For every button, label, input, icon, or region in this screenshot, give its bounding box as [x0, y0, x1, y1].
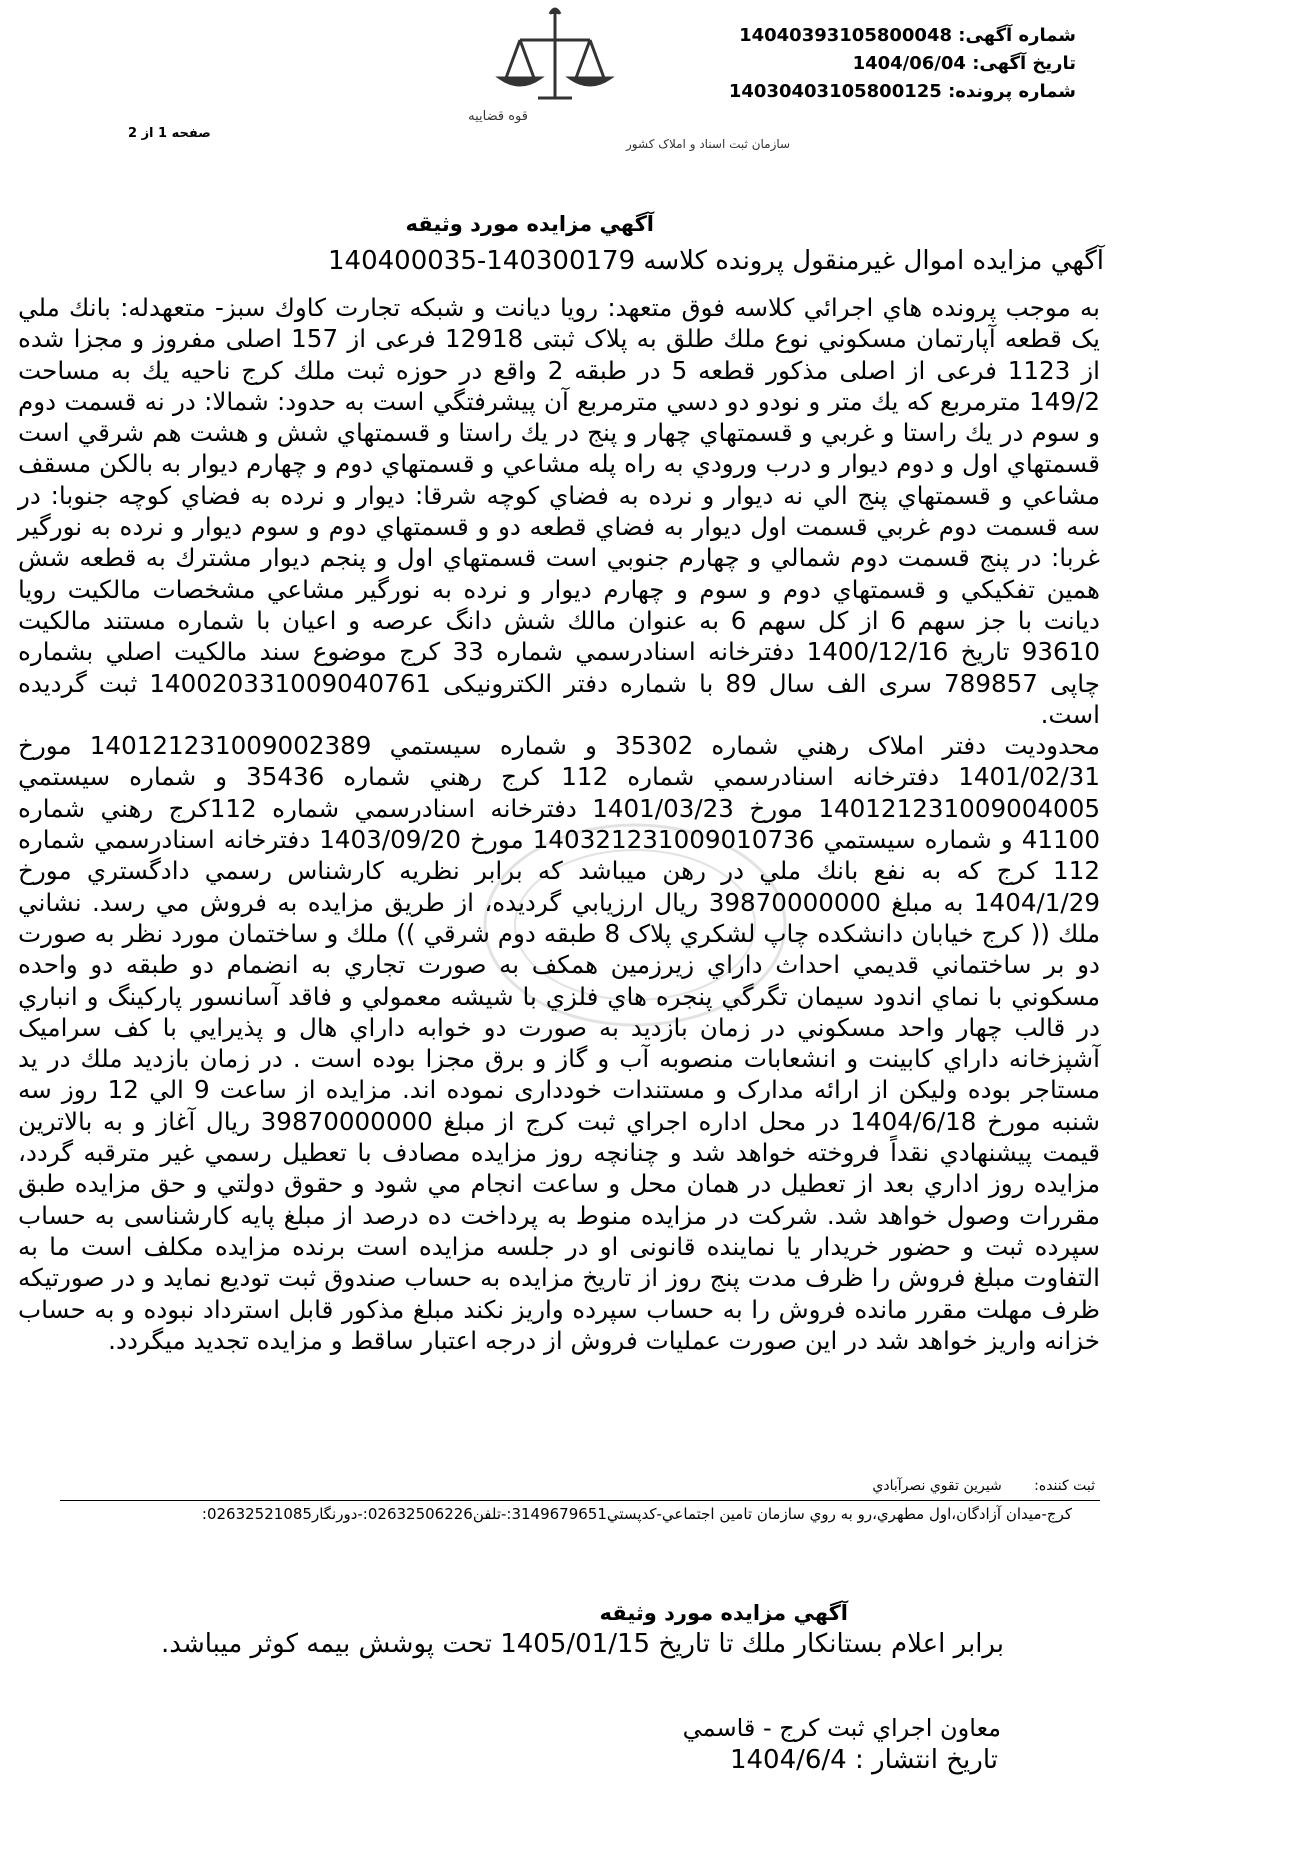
office-address: كرج-ميدان آزادگان،اول مطهري،رو به روي سازمان تامين اجتماعي-كدپستي3149679651:-تلفن02632506226:-دورنگار02632521085:	[201, 1505, 1072, 1523]
notice-title: آگهي مزايده مورد وثيقه	[405, 212, 654, 236]
judiciary-logo	[468, 0, 791, 170]
ad-number-row	[716, 22, 1076, 50]
publication-date-label: تاريخ انتشار :	[855, 1745, 998, 1775]
ad-date-row	[716, 50, 1076, 78]
notice-body	[18, 292, 1100, 1356]
file-number: 14030403105800125	[728, 81, 942, 102]
scales-of-justice-icon	[468, 0, 791, 170]
registrar-name: شيرين تقوي نصرآبادي	[872, 1478, 1002, 1494]
header-info	[716, 22, 1076, 106]
page-indicator: صفحه 1 از 2	[128, 126, 211, 141]
ad-date: 1404/06/04	[852, 53, 966, 74]
body-paragraph-2: محدوديت دفتر املاک رهني شماره 35302 و شماره سيستمي 140121231009002389 مورخ 1401/02/31 دفترخانه اسنادرسمي شماره 112 كرج رهني شماره 35436 و شماره سيستمي 140121231009004005 مورخ 1401/03/23 دفترخانه اسنادرسمي شماره 112كرج رهني شماره 41100 و شماره سيستمي 140321231009010736 مورخ 1403/09/20 دفترخانه اسنادرسمي شماره 112 كرج كه به نفع بانك ملي در رهن ميباشد كه برابر نظريه كارشناس رسمي دادگستري مورخ 1404/1/29 به مبلغ 39870000000 ريال ارزيابي گرديده، از طريق مزايده به فروش مي رسد. نشاني ملك (( كرج خيابان دانشكده چاپ لشكري پلاک 8 طبقه دوم شرقي )) ملك و ساختمان مورد نظر به صورت دو بر ساختماني قديمي احداث داراي زيرزمين همكف به صورت تجاري به انضمام دو طبقه دو واحده مسكوني با نماي اندود سيمان تگرگي پنجره هاي فلزي با شيشه معمولي و فاقد آسانسور پاركينگ و انباري در قالب چهار واحد مسكوني در زمان بازديد به صورت دو خوابه داراي هال و پذيرايي با كف سراميک آشپزخانه داراي كابينت و انشعابات منصوبه آب و گاز و برق مجزا بوده است . در زمان بازديد ملك در يد مستاجر بوده وليكن از ارائه مدارک و مستندات خودداری نموده اند. مزايده از ساعت 9 الي 12 روز سه شنبه مورخ 1404/6/18 در محل اداره اجراي ثبت كرج از مبلغ 39870000000 ريال آغاز و به بالاترين قيمت پيشنهادي نقداً فروخته خواهد شد و چنانچه روز مزايده مصادف با تعطيل رسمي غير مترقبه گردد، مزايده روز اداري بعد از تعطيل در همان محل و ساعت انجام مي شود و حقوق دولتي و حق مزايده طبق مقررات وصول خواهد شد. شركت در مزايده منوط به پرداخت ده درصد از مبلغ پايه كارشناسی به حساب سپرده ثبت و حضور خريدار يا نماينده قانونی او در جلسه مزايده است برنده مزايده مكلف است ما به التفاوت مبلغ فروش را ظرف مدت پنج روز از تاريخ مزايده به حساب صندوق ثبت توديع نمايد و در صورتيكه ظرف مهلت مقرر مانده فروش را به حساب سپرده واريز نكند مبلغ مذكور قابل استرداد نبوده و به حساب خزانه واريز خواهد شد در اين صورت عمليات فروش از درجه اعتبار ساقط و مزايده تجديد ميگردد.	[18, 731, 1101, 1355]
registrar-row	[844, 1478, 1095, 1494]
insurance-notice: برابر اعلام بستانكار ملك تا تاريخ 1405/01/15 تحت پوشش بيمه كوثر ميباشد.	[161, 1629, 1004, 1659]
footer-divider	[60, 1500, 1100, 1501]
ad-date-label: تاریخ آگهی:	[972, 53, 1076, 74]
logo-line2: سازمان ثبت اسناد و املاک کشور	[626, 137, 791, 151]
body-paragraph-1: به موجب پرونده هاي اجرائي كلاسه فوق متعهد: رويا ديانت و شبكه تجارت كاوك سبز- متعهدله: بانك ملي يک قطعه آپارتمان مسكوني نوع ملك طلق به پلاک ثبتی 12918 فرعی از 157 اصلی مفروز و مجزا شده از 1123 فرعی از اصلی مذكور قطعه 5 در طبقه 2 واقع در حوزه ثبت ملك كرج ناحيه يك به مساحت 149/2 مترمربع كه يك متر و نودو دو دسي مترمربع آن پيشرفتگي است به حدود: شمالا: در نه قسمت دوم و سوم در يك راستا و غربي و قسمتهاي چهار و پنج در يك راستا و قسمتهاي شش و هشت هم شرقي است قسمتهاي اول و دوم ديوار و درب ورودي به راه پله مشاعي و قسمتهاي دوم و چهارم ديوار به بالكن مسقف مشاعي و قسمتهاي پنج الي نه ديوار و نرده به فضاي كوچه شرقا: ديوار و نرده به فضاي كوچه جنوبا: در سه قسمت دوم غربي قسمت اول ديوار به فضاي قطعه دو و قسمتهاي دوم و سوم ديوار و نرده به نورگير غربا: در پنج قسمت دوم شمالي و چهارم جنوبي است قسمتهاي اول و پنجم ديوار مشترك به قطعه شش همين تفكيكي و قسمتهاي دوم و سوم و چهارم ديوار و نرده به نورگير مشاعي مشخصات مالكيت رويا ديانت با جز سهم 6 از كل سهم 6 به عنوان مالك شش دانگ عرصه و اعيان با شماره مستند مالكيت 93610 تاريخ 1400/12/16 دفترخانه اسنادرسمي شماره 33 كرج موضوع سند مالكيت اصلي بشماره چاپی 789857 سرى الف سال 89 با شماره دفتر الكترونيكى 140020331009040761 ثبت گرديده است.	[18, 293, 1100, 729]
registrar-label: ثبت كننده:	[1034, 1478, 1095, 1494]
notice-subtitle: آگهي مزايده اموال غيرمنقول پرونده كلاسه 140300179-140400035	[327, 246, 1104, 276]
file-number-row	[716, 78, 1076, 106]
file-number-label: شماره پرونده:	[948, 81, 1076, 102]
signatory: معاون اجراي ثبت كرج - قاسمي	[682, 1714, 1001, 1742]
section2-title: آگهي مزايده مورد وثيقه	[599, 1601, 848, 1625]
ad-number-label: شماره آگهی:	[958, 25, 1076, 46]
logo-line1: قوه قضاییه	[468, 109, 528, 124]
publication-date-row	[730, 1745, 998, 1775]
ad-number: 14040393105800048	[739, 25, 952, 46]
publication-date: 1404/6/4	[729, 1745, 847, 1775]
